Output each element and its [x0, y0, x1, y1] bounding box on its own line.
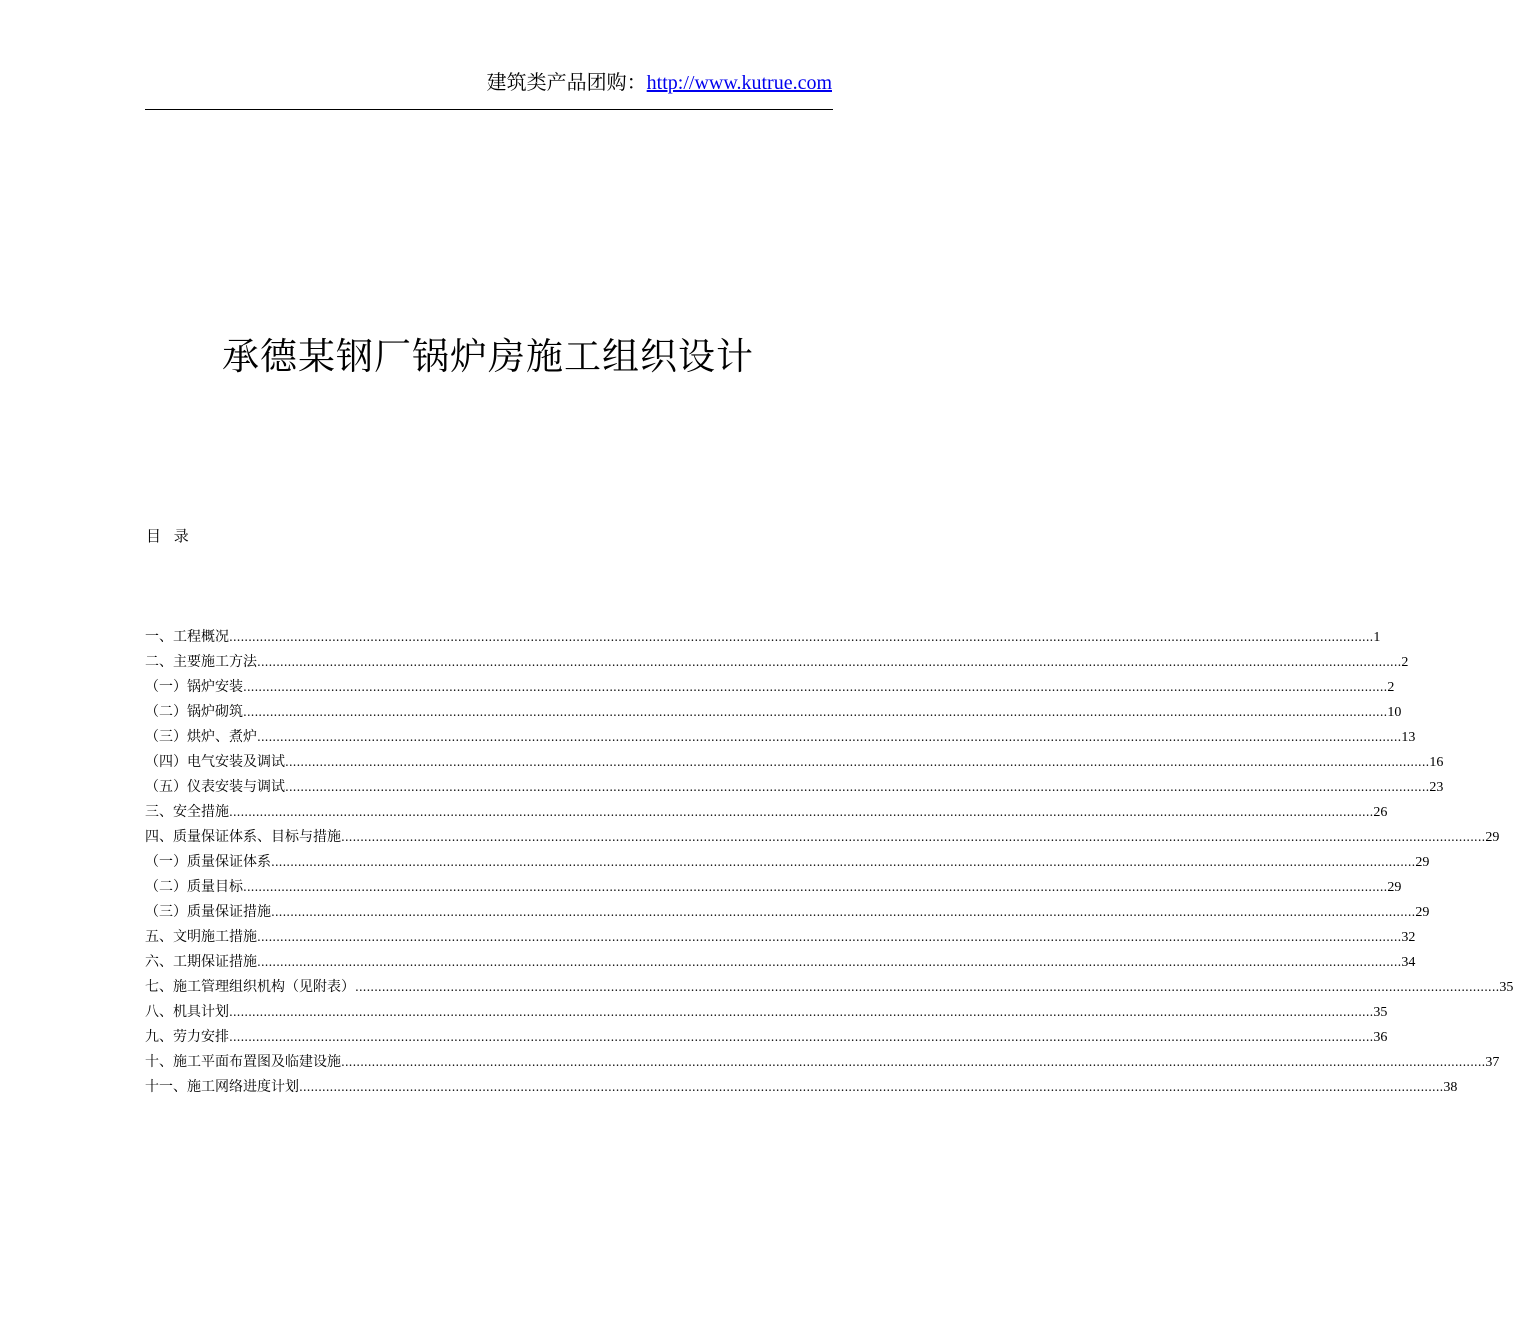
toc-heading: 目 录: [146, 527, 193, 545]
toc-entry-page: 32: [1401, 930, 1416, 945]
toc-leader-dots: ............................................................................................................................................................................................................................................................................................................: [229, 1030, 1374, 1044]
toc-entry[interactable]: [145, 701, 1402, 721]
toc-entry-page: 13: [1401, 730, 1416, 745]
toc-entry-label: （三）质量保证措施: [145, 904, 271, 920]
toc-entry[interactable]: [145, 926, 1416, 946]
header-divider: [145, 109, 833, 110]
toc-entry-page: 36: [1373, 1030, 1388, 1045]
toc-entry-label: 二、主要施工方法: [145, 654, 257, 670]
toc-entry-label: 一、工程概况: [145, 629, 229, 645]
toc-entry-label: 十、施工平面布置图及临建设施: [145, 1054, 341, 1070]
toc-leader-dots: ............................................................................................................................................................................................................................................................................................................: [285, 780, 1430, 794]
toc-entry[interactable]: [145, 1076, 1458, 1096]
toc-entry-label: （一）质量保证体系: [145, 854, 271, 870]
toc-entry-label: （三）烘炉、煮炉: [145, 729, 257, 745]
toc-entry[interactable]: [145, 1026, 1388, 1046]
toc-entry-label: （五）仪表安装与调试: [145, 779, 285, 795]
toc-entry-label: 三、安全措施: [145, 804, 229, 820]
toc-entry[interactable]: [145, 801, 1388, 821]
toc-entry-page: 37: [1485, 1055, 1500, 1070]
toc-leader-dots: ............................................................................................................................................................................................................................................................................................................: [229, 1005, 1374, 1019]
toc-entry-page: 29: [1415, 905, 1430, 920]
toc-entry[interactable]: [145, 651, 1409, 671]
toc-entry[interactable]: [145, 1051, 1500, 1071]
toc-entry-page: 29: [1415, 855, 1430, 870]
toc-entry-page: 2: [1387, 680, 1395, 695]
toc-entry-label: 五、文明施工措施: [145, 929, 257, 945]
toc-entry-page: 23: [1429, 780, 1444, 795]
toc-entry[interactable]: [145, 976, 1513, 996]
toc-leader-dots: ............................................................................................................................................................................................................................................................................................................: [271, 905, 1416, 919]
toc-entry-page: 16: [1429, 755, 1444, 770]
toc-leader-dots: ............................................................................................................................................................................................................................................................................................................: [257, 930, 1402, 944]
toc-leader-dots: ............................................................................................................................................................................................................................................................................................................: [341, 1055, 1486, 1069]
toc-entry-page: 1: [1373, 630, 1381, 645]
toc-entry-label: 六、工期保证措施: [145, 954, 257, 970]
toc-entry-page: 35: [1499, 980, 1513, 995]
toc-entry-page: 38: [1443, 1080, 1458, 1095]
toc-entry[interactable]: [145, 951, 1416, 971]
toc-entry-page: 26: [1373, 805, 1388, 820]
toc-entry-label: 九、劳力安排: [145, 1029, 229, 1045]
toc-entry-page: 29: [1485, 830, 1500, 845]
toc-entry[interactable]: [145, 851, 1430, 871]
toc-leader-dots: ............................................................................................................................................................................................................................................................................................................: [243, 705, 1388, 719]
toc-leader-dots: ............................................................................................................................................................................................................................................................................................................: [341, 830, 1486, 844]
toc-entry[interactable]: [145, 776, 1444, 796]
toc-entry-label: （二）质量目标: [145, 879, 243, 895]
toc-leader-dots: ............................................................................................................................................................................................................................................................................................................: [271, 855, 1416, 869]
toc-entry-label: （四）电气安装及调试: [145, 754, 285, 770]
toc-leader-dots: ............................................................................................................................................................................................................................................................................................................: [299, 1080, 1444, 1094]
toc-entry-label: 八、机具计划: [145, 1004, 229, 1020]
toc-leader-dots: ............................................................................................................................................................................................................................................................................................................: [355, 980, 1500, 994]
document-title: 承德某钢厂锅炉房施工组织设计: [222, 335, 754, 378]
toc-entry-page: 35: [1373, 1005, 1388, 1020]
toc-leader-dots: ............................................................................................................................................................................................................................................................................................................: [243, 680, 1388, 694]
toc-entry[interactable]: [145, 1001, 1388, 1021]
toc-entry[interactable]: [145, 826, 1500, 846]
toc-entry[interactable]: [145, 726, 1416, 746]
toc-leader-dots: ............................................................................................................................................................................................................................................................................................................: [257, 955, 1402, 969]
toc-entry[interactable]: [145, 901, 1430, 921]
toc-entry-page: 34: [1401, 955, 1416, 970]
toc-entry[interactable]: [145, 876, 1402, 896]
toc-entry[interactable]: [145, 676, 1395, 696]
toc-entry-label: 四、质量保证体系、目标与措施: [145, 829, 341, 845]
toc-entry-label: （一）锅炉安装: [145, 679, 243, 695]
page-header: [487, 66, 832, 95]
toc-entry-label: 十一、施工网络进度计划: [145, 1079, 299, 1095]
toc-entry-page: 29: [1387, 880, 1402, 895]
toc-entry-label: （二）锅炉砌筑: [145, 704, 243, 720]
toc-entry-label: 七、施工管理组织机构（见附表）: [145, 979, 355, 995]
toc-entry[interactable]: [145, 626, 1381, 646]
header-link[interactable]: http://www.kutrue.com: [646, 72, 832, 94]
toc-leader-dots: ............................................................................................................................................................................................................................................................................................................: [229, 630, 1374, 644]
toc-leader-dots: ............................................................................................................................................................................................................................................................................................................: [229, 805, 1374, 819]
toc-entry-page: 10: [1387, 705, 1402, 720]
toc-entry[interactable]: [145, 751, 1444, 771]
toc-leader-dots: ............................................................................................................................................................................................................................................................................................................: [243, 880, 1388, 894]
toc-leader-dots: ............................................................................................................................................................................................................................................................................................................: [257, 655, 1402, 669]
toc-entry-page: 2: [1401, 655, 1409, 670]
toc-leader-dots: ............................................................................................................................................................................................................................................................................................................: [257, 730, 1402, 744]
header-label: 建筑类产品团购：: [486, 70, 647, 94]
toc-leader-dots: ............................................................................................................................................................................................................................................................................................................: [285, 755, 1430, 769]
